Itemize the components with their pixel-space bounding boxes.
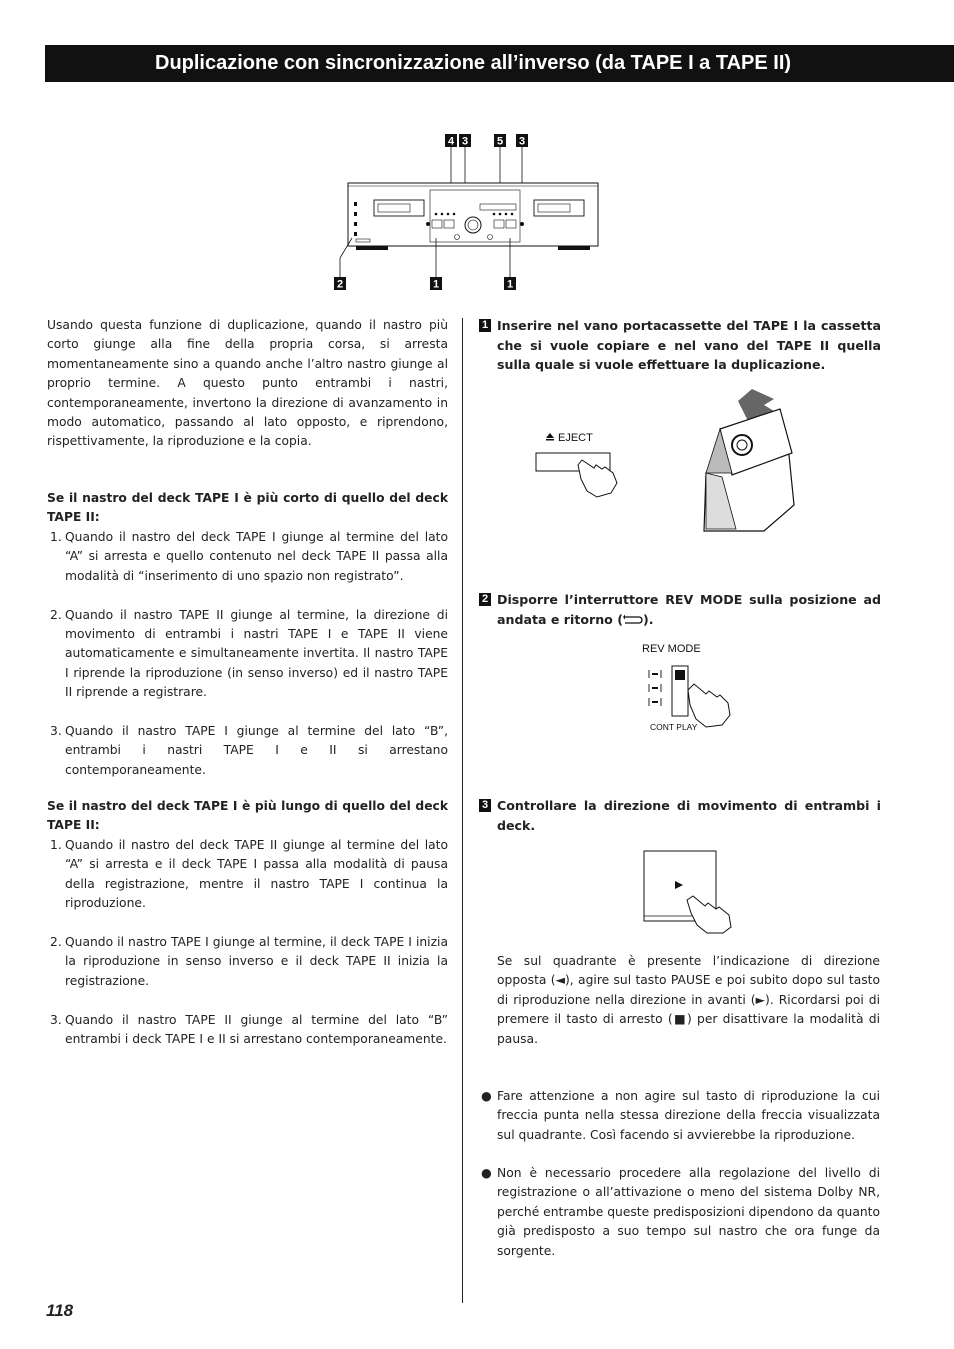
step-1: 1 Inserire nel vano portacassette del TAPE I la cassetta che si vuole copiare e nel vano del TAPE II quella sulla quale si vuole effettuare la duplicazione. xyxy=(479,316,881,375)
reverse-loop-icon xyxy=(623,614,643,625)
step-2: 2 Disporre l’interruttore REV MODE sulla posizione ad andata e ritorno ( ). xyxy=(479,590,881,629)
list-item: 3. Quando il nastro TAPE II giunge al termine del lato “B” entrambi i deck TAPE I e II si arrestano contemporaneamente. xyxy=(50,1012,448,1047)
callout-top-3a: 3 xyxy=(461,135,469,148)
rev-mode-label: REV MODE xyxy=(642,643,701,655)
step-3-number: 3 xyxy=(479,799,491,812)
callout-top-4: 4 xyxy=(447,135,455,148)
step-1-number: 1 xyxy=(479,319,491,332)
rev-mode-figure xyxy=(636,640,746,735)
page-title: Duplicazione con sincronizzazione all’inverso (da TAPE I a TAPE II) xyxy=(45,45,954,82)
list-item: 1. Quando il nastro del deck TAPE I giunge al termine del lato “A” si arresta e quello contenuto nel deck TAPE II passa alla modalità di “inserimento di uno spazio non registrato”. xyxy=(50,530,448,583)
intro-paragraph: Usando questa funzione di duplicazione, quando il nastro più corto giunge alla fine della propria corsa, si arresta momentaneamente sino a quando anche l’altro nastro giunge al proprio termine. A questo punto entrambi i nastri, contemporaneamente, invertono la direzione di avanzamento in modo automatico, passando al lato opposto, e riprendono, rispettivamente, la riproduzione e la copia. xyxy=(47,318,448,449)
shorter-list xyxy=(47,528,448,800)
step-2-number: 2 xyxy=(479,593,491,606)
bullet-icon: ● xyxy=(481,1089,492,1103)
eject-icon xyxy=(546,433,554,438)
longer-heading: Se il nastro del deck TAPE I è più lungo di quello del deck TAPE II: xyxy=(47,799,448,833)
longer-list xyxy=(47,836,448,1069)
callout-bottom-2: 2 xyxy=(336,278,344,291)
eject-label: EJECT xyxy=(558,432,593,444)
step-3-note: Se sul quadrante è presente l’indicazione di direzione opposta (◄), agire sul tasto PAUSE e poi subito dopo sul tasto di riproduzione nella direzione in avanti (►). Ricordarsi poi di premere il tasto di arresto (■) per disattivare la modalità di pausa. xyxy=(497,954,880,1046)
deck-diagram xyxy=(330,128,620,293)
page-number: 118 xyxy=(46,1301,74,1320)
eject-figure xyxy=(530,425,630,500)
pointing-hand-icon xyxy=(578,460,617,497)
note-bullet-2: ● Non è necessario procedere alla regolazione del livello di registrazione o all’attivazione o meno del sistema Dolby NR, perché entrambe queste predisposizioni dipendono da quanto già predisposto a suo tempo sul nastro che ora funge da sorgente. xyxy=(481,1166,880,1258)
cassette-insert-figure xyxy=(690,385,805,535)
column-divider xyxy=(462,318,463,1303)
callout-top-5: 5 xyxy=(496,135,504,148)
callout-bottom-1b: 1 xyxy=(506,278,514,291)
list-item: 1. Quando il nastro del deck TAPE II giunge al termine del lato “A” si arresta e il deck TAPE I passa alla modalità di pausa della registrazione, mentre il nastro TAPE I continua la riproduzione. xyxy=(50,838,448,911)
list-item: 3. Quando il nastro TAPE I giunge al termine del lato “B”, entrambi i nastri TAPE I e II si arrestano contemporaneamente. xyxy=(50,724,448,777)
cont-play-label: CONT PLAY xyxy=(650,722,698,732)
callout-bottom-1a: 1 xyxy=(432,278,440,291)
shorter-heading: Se il nastro del deck TAPE I è più corto di quello del deck TAPE II: xyxy=(47,491,448,525)
pointing-hand-icon xyxy=(688,684,730,727)
list-item: 2. Quando il nastro TAPE I giunge al termine, il deck TAPE I inizia la riproduzione in senso inverso e il deck TAPE II inizia la registrazione. xyxy=(50,935,448,988)
play-direction-figure xyxy=(643,850,743,935)
list-item: 2. Quando il nastro TAPE II giunge al termine, la direzione di movimento di entrambi i nastri TAPE I e TAPE II viene automaticamente e simultaneamente invertita. Il nastro TAPE I riprende la riproduzione (in senso inverso) ed il nastro TAPE II riprende a registrare. xyxy=(50,607,448,700)
note-bullet-1: ● Fare attenzione a non agire sul tasto di riproduzione la cui freccia punta nella stessa direzione della freccia visualizzata sul quadrante. Così facendo si avvierebbe la riproduzione. xyxy=(481,1089,880,1142)
step-3: 3 Controllare la direzione di movimento di entrambi i deck. xyxy=(479,796,881,835)
bullet-icon: ● xyxy=(481,1166,492,1180)
callout-top-3b: 3 xyxy=(518,135,526,148)
